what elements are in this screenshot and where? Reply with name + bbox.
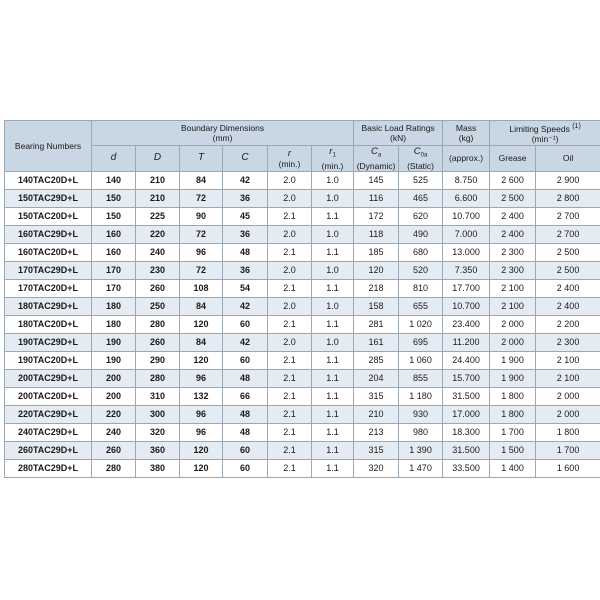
- bearing-number-cell: 220TAC29D+L: [5, 405, 92, 423]
- cell-d: 200: [92, 369, 136, 387]
- cell-Ca: 145: [354, 171, 399, 189]
- cell-d: 180: [92, 297, 136, 315]
- cell-r1: 1.0: [312, 225, 354, 243]
- cell-D: 360: [136, 441, 180, 459]
- cell-d: 150: [92, 189, 136, 207]
- cell-D: 300: [136, 405, 180, 423]
- cell-C0a: 465: [399, 189, 443, 207]
- cell-grease: 1 900: [490, 351, 536, 369]
- col-d-header: d: [92, 146, 136, 172]
- bearing-number-cell: 180TAC29D+L: [5, 297, 92, 315]
- cell-d: 260: [92, 441, 136, 459]
- cell-Ca: 172: [354, 207, 399, 225]
- cell-r: 2.0: [268, 171, 312, 189]
- cell-T: 132: [180, 387, 223, 405]
- mass-header: Mass (kg): [443, 121, 490, 146]
- cell-C0a: 1 060: [399, 351, 443, 369]
- cell-grease: 1 700: [490, 423, 536, 441]
- cell-T: 120: [180, 459, 223, 477]
- cell-r1: 1.1: [312, 405, 354, 423]
- cell-d: 140: [92, 171, 136, 189]
- col-Ca-header: $C_a$ (Dynamic): [354, 146, 399, 172]
- cell-d: 160: [92, 243, 136, 261]
- cell-oil: 1 600: [536, 459, 600, 477]
- cell-oil: 2 300: [536, 333, 600, 351]
- cell-D: 250: [136, 297, 180, 315]
- cell-oil: 2 400: [536, 279, 600, 297]
- cell-D: 210: [136, 189, 180, 207]
- cell-r: 2.1: [268, 369, 312, 387]
- table-row: [5, 207, 600, 225]
- cell-D: 280: [136, 369, 180, 387]
- cell-oil: 2 700: [536, 207, 600, 225]
- col-C0a-header: $C_{0a}$ (Static): [399, 146, 443, 172]
- cell-r: 2.0: [268, 297, 312, 315]
- cell-C: 42: [223, 297, 268, 315]
- cell-grease: 2 100: [490, 297, 536, 315]
- cell-C0a: 695: [399, 333, 443, 351]
- cell-mass: 13.000: [443, 243, 490, 261]
- cell-r: 2.1: [268, 441, 312, 459]
- cell-C0a: 930: [399, 405, 443, 423]
- cell-r: 2.0: [268, 333, 312, 351]
- table-row: [5, 459, 600, 477]
- cell-C0a: 655: [399, 297, 443, 315]
- bearing-number-cell: 280TAC29D+L: [5, 459, 92, 477]
- bearing-number-cell: 240TAC29D+L: [5, 423, 92, 441]
- table-row: [5, 351, 600, 369]
- cell-r1: 1.1: [312, 459, 354, 477]
- cell-D: 225: [136, 207, 180, 225]
- bearing-number-cell: 200TAC20D+L: [5, 387, 92, 405]
- cell-r1: 1.1: [312, 441, 354, 459]
- table-row: [5, 225, 600, 243]
- bearing-number-cell: 260TAC29D+L: [5, 441, 92, 459]
- cell-r: 2.0: [268, 225, 312, 243]
- cell-r1: 1.1: [312, 369, 354, 387]
- cell-mass: 23.400: [443, 315, 490, 333]
- col-oil-header: Oil: [536, 146, 600, 172]
- table-row: [5, 279, 600, 297]
- cell-oil: 2 100: [536, 351, 600, 369]
- cell-C0a: 525: [399, 171, 443, 189]
- cell-r: 2.1: [268, 315, 312, 333]
- col-C-header: C: [223, 146, 268, 172]
- cell-mass: 8.750: [443, 171, 490, 189]
- cell-T: 72: [180, 189, 223, 207]
- cell-D: 280: [136, 315, 180, 333]
- cell-D: 240: [136, 243, 180, 261]
- cell-C: 60: [223, 315, 268, 333]
- cell-Ca: 116: [354, 189, 399, 207]
- cell-T: 120: [180, 315, 223, 333]
- cell-T: 96: [180, 405, 223, 423]
- cell-mass: 31.500: [443, 387, 490, 405]
- bearing-number-cell: 190TAC29D+L: [5, 333, 92, 351]
- cell-D: 220: [136, 225, 180, 243]
- table-row: [5, 423, 600, 441]
- table-row: [5, 297, 600, 315]
- cell-mass: 31.500: [443, 441, 490, 459]
- cell-grease: 2 400: [490, 207, 536, 225]
- cell-Ca: 210: [354, 405, 399, 423]
- bearing-number-cell: 140TAC20D+L: [5, 171, 92, 189]
- cell-mass: 24.400: [443, 351, 490, 369]
- cell-grease: 2 300: [490, 261, 536, 279]
- col-r-header: r (min.): [268, 146, 312, 172]
- cell-C: 54: [223, 279, 268, 297]
- table-body: [5, 171, 600, 477]
- cell-mass: 33.500: [443, 459, 490, 477]
- cell-r1: 1.1: [312, 315, 354, 333]
- cell-d: 220: [92, 405, 136, 423]
- cell-d: 170: [92, 279, 136, 297]
- cell-C0a: 980: [399, 423, 443, 441]
- cell-D: 260: [136, 333, 180, 351]
- table-row: [5, 315, 600, 333]
- cell-grease: 1 800: [490, 405, 536, 423]
- cell-r1: 1.1: [312, 243, 354, 261]
- cell-r1: 1.1: [312, 351, 354, 369]
- cell-grease: 2 300: [490, 243, 536, 261]
- bearing-number-cell: 160TAC29D+L: [5, 225, 92, 243]
- cell-C: 48: [223, 369, 268, 387]
- cell-T: 84: [180, 333, 223, 351]
- col-D-header: D: [136, 146, 180, 172]
- cell-r: 2.1: [268, 387, 312, 405]
- cell-Ca: 120: [354, 261, 399, 279]
- cell-r: 2.1: [268, 459, 312, 477]
- cell-Ca: 158: [354, 297, 399, 315]
- cell-oil: 2 000: [536, 387, 600, 405]
- cell-d: 180: [92, 315, 136, 333]
- cell-grease: 2 000: [490, 333, 536, 351]
- limiting-speeds-header: Limiting Speeds $^{(1)}$ (min⁻¹): [490, 121, 600, 146]
- table-row: [5, 387, 600, 405]
- cell-Ca: 281: [354, 315, 399, 333]
- cell-d: 240: [92, 423, 136, 441]
- cell-C: 60: [223, 351, 268, 369]
- cell-D: 320: [136, 423, 180, 441]
- cell-d: 190: [92, 333, 136, 351]
- cell-C: 42: [223, 171, 268, 189]
- cell-Ca: 213: [354, 423, 399, 441]
- cell-r: 2.1: [268, 279, 312, 297]
- table-row: [5, 261, 600, 279]
- cell-mass: 7.000: [443, 225, 490, 243]
- cell-C0a: 1 180: [399, 387, 443, 405]
- cell-mass: 10.700: [443, 207, 490, 225]
- cell-grease: 1 800: [490, 387, 536, 405]
- cell-grease: 1 900: [490, 369, 536, 387]
- cell-C: 48: [223, 423, 268, 441]
- cell-r1: 1.0: [312, 261, 354, 279]
- table-row: [5, 189, 600, 207]
- cell-C: 36: [223, 261, 268, 279]
- col-grease-header: Grease: [490, 146, 536, 172]
- cell-oil: 2 800: [536, 189, 600, 207]
- cell-C: 36: [223, 189, 268, 207]
- cell-T: 96: [180, 423, 223, 441]
- cell-C0a: 620: [399, 207, 443, 225]
- bearing-number-cell: 150TAC29D+L: [5, 189, 92, 207]
- cell-C: 66: [223, 387, 268, 405]
- cell-D: 230: [136, 261, 180, 279]
- cell-Ca: 320: [354, 459, 399, 477]
- cell-mass: 17.000: [443, 405, 490, 423]
- cell-grease: 2 400: [490, 225, 536, 243]
- cell-oil: 2 000: [536, 405, 600, 423]
- cell-grease: 2 600: [490, 171, 536, 189]
- cell-r: 2.1: [268, 351, 312, 369]
- basic-load-ratings-header: Basic Load Ratings (kN): [354, 121, 443, 146]
- cell-grease: 2 500: [490, 189, 536, 207]
- cell-r1: 1.0: [312, 171, 354, 189]
- cell-mass: 10.700: [443, 297, 490, 315]
- bearing-spec-table: [4, 120, 600, 478]
- cell-oil: 1 800: [536, 423, 600, 441]
- bearing-number-cell: 190TAC20D+L: [5, 351, 92, 369]
- cell-oil: 2 500: [536, 243, 600, 261]
- cell-mass: 11.200: [443, 333, 490, 351]
- cell-C0a: 1 020: [399, 315, 443, 333]
- cell-T: 84: [180, 171, 223, 189]
- cell-Ca: 315: [354, 441, 399, 459]
- bearing-numbers-header: Bearing Numbers: [5, 121, 92, 172]
- bearing-number-cell: 200TAC29D+L: [5, 369, 92, 387]
- cell-mass: 17.700: [443, 279, 490, 297]
- bearing-number-cell: 170TAC29D+L: [5, 261, 92, 279]
- cell-r1: 1.1: [312, 423, 354, 441]
- cell-grease: 1 400: [490, 459, 536, 477]
- cell-r: 2.1: [268, 405, 312, 423]
- cell-mass: 15.700: [443, 369, 490, 387]
- cell-oil: 2 100: [536, 369, 600, 387]
- cell-C: 48: [223, 243, 268, 261]
- boundary-dimensions-header: Boundary Dimensions (mm): [92, 121, 354, 146]
- cell-grease: 1 500: [490, 441, 536, 459]
- cell-grease: 2 100: [490, 279, 536, 297]
- cell-Ca: 204: [354, 369, 399, 387]
- cell-C0a: 1 470: [399, 459, 443, 477]
- cell-D: 290: [136, 351, 180, 369]
- cell-D: 210: [136, 171, 180, 189]
- cell-T: 72: [180, 225, 223, 243]
- cell-oil: 2 700: [536, 225, 600, 243]
- cell-C: 60: [223, 441, 268, 459]
- cell-T: 120: [180, 351, 223, 369]
- bearing-number-cell: 160TAC20D+L: [5, 243, 92, 261]
- cell-C0a: 680: [399, 243, 443, 261]
- cell-C0a: 520: [399, 261, 443, 279]
- cell-r1: 1.1: [312, 387, 354, 405]
- cell-T: 120: [180, 441, 223, 459]
- cell-C: 45: [223, 207, 268, 225]
- bearing-number-cell: 170TAC20D+L: [5, 279, 92, 297]
- cell-oil: 2 400: [536, 297, 600, 315]
- cell-d: 160: [92, 225, 136, 243]
- cell-T: 84: [180, 297, 223, 315]
- cell-grease: 2 000: [490, 315, 536, 333]
- cell-Ca: 185: [354, 243, 399, 261]
- cell-d: 200: [92, 387, 136, 405]
- table-header: [5, 121, 600, 172]
- bearing-number-cell: 150TAC20D+L: [5, 207, 92, 225]
- cell-d: 150: [92, 207, 136, 225]
- cell-r1: 1.0: [312, 297, 354, 315]
- col-r1-header: $r_1$ (min.): [312, 146, 354, 172]
- cell-d: 190: [92, 351, 136, 369]
- table-row: [5, 405, 600, 423]
- cell-T: 90: [180, 207, 223, 225]
- cell-mass: 6.600: [443, 189, 490, 207]
- cell-r1: 1.0: [312, 189, 354, 207]
- table-row: [5, 441, 600, 459]
- cell-C0a: 1 390: [399, 441, 443, 459]
- cell-Ca: 161: [354, 333, 399, 351]
- cell-mass: 18.300: [443, 423, 490, 441]
- cell-C: 36: [223, 225, 268, 243]
- cell-C0a: 855: [399, 369, 443, 387]
- cell-Ca: 285: [354, 351, 399, 369]
- cell-oil: 2 500: [536, 261, 600, 279]
- cell-d: 280: [92, 459, 136, 477]
- cell-D: 310: [136, 387, 180, 405]
- cell-r1: 1.1: [312, 279, 354, 297]
- cell-T: 96: [180, 369, 223, 387]
- col-mass-approx-header: (approx.): [443, 146, 490, 172]
- table-row: [5, 369, 600, 387]
- cell-Ca: 218: [354, 279, 399, 297]
- speed-footnote: (1): [572, 123, 581, 131]
- cell-T: 108: [180, 279, 223, 297]
- cell-mass: 7.350: [443, 261, 490, 279]
- cell-C: 42: [223, 333, 268, 351]
- cell-D: 380: [136, 459, 180, 477]
- cell-r: 2.1: [268, 423, 312, 441]
- cell-Ca: 315: [354, 387, 399, 405]
- cell-C: 48: [223, 405, 268, 423]
- cell-r: 2.0: [268, 189, 312, 207]
- table-row: [5, 333, 600, 351]
- cell-T: 72: [180, 261, 223, 279]
- cell-r1: 1.1: [312, 207, 354, 225]
- cell-C0a: 490: [399, 225, 443, 243]
- cell-T: 96: [180, 243, 223, 261]
- cell-Ca: 118: [354, 225, 399, 243]
- cell-r: 2.0: [268, 261, 312, 279]
- bearing-number-cell: 180TAC20D+L: [5, 315, 92, 333]
- cell-r1: 1.0: [312, 333, 354, 351]
- cell-D: 260: [136, 279, 180, 297]
- cell-oil: 1 700: [536, 441, 600, 459]
- col-T-header: T: [180, 146, 223, 172]
- cell-r: 2.1: [268, 207, 312, 225]
- cell-C0a: 810: [399, 279, 443, 297]
- table-row: [5, 171, 600, 189]
- cell-oil: 2 900: [536, 171, 600, 189]
- cell-d: 170: [92, 261, 136, 279]
- cell-oil: 2 200: [536, 315, 600, 333]
- table-row: [5, 243, 600, 261]
- cell-C: 60: [223, 459, 268, 477]
- cell-r: 2.1: [268, 243, 312, 261]
